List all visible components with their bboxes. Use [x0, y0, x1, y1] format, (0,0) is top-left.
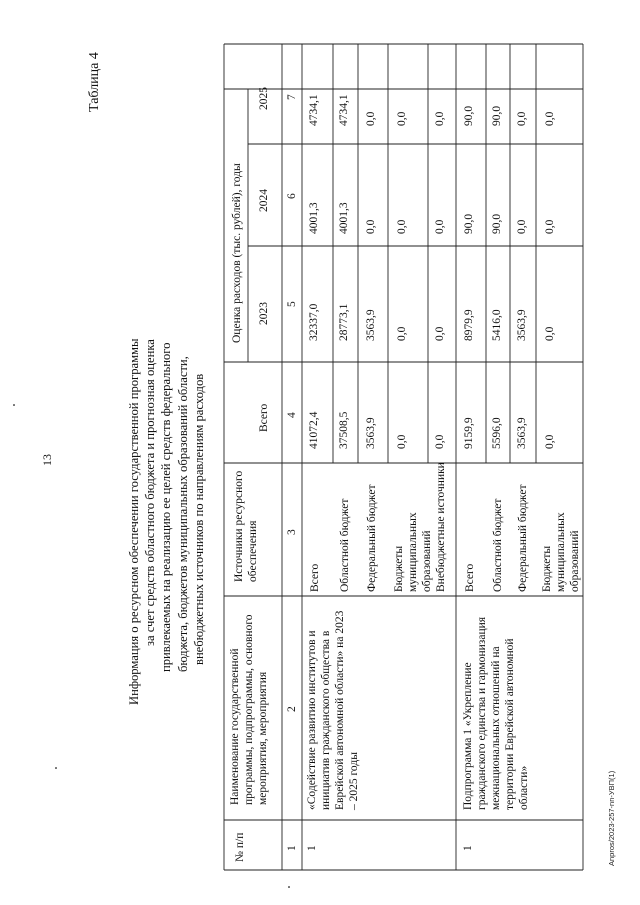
value-2024: 4001,3: [308, 202, 320, 234]
title-line: Информация о ресурсном обеспечении государственной программы: [127, 338, 141, 705]
source-label: Внебюджетные источники: [435, 462, 447, 592]
header-name: Наименование государственной программы, подпрограммы, основного мероприятия, мероприятия: [229, 614, 269, 805]
row-number: 1: [462, 845, 474, 851]
title-line: за счет средств областного бюджета и прогнозная оценка: [143, 339, 157, 646]
header-2024: 2024: [258, 189, 270, 212]
scan-speck: [55, 767, 57, 769]
value-total: 41072,4: [308, 411, 320, 449]
value-2025: 4734,1: [308, 94, 320, 126]
value-total: 0,0: [396, 434, 408, 449]
source-label: Бюджеты муниципальных образований: [541, 512, 581, 592]
source-label: Всего: [464, 563, 476, 592]
value-2024: 0,0: [365, 219, 377, 234]
value-2025: 90,0: [463, 105, 475, 126]
value-2024: 0,0: [544, 219, 556, 234]
header-2023: 2023: [258, 302, 270, 325]
source-label: Областной бюджет: [492, 498, 504, 592]
subprogram-name: Подпрограмма 1 «Укрепление гражданского единства и гармонизация межнациональных отношений на территории Еврейской автономной области»: [462, 616, 530, 810]
page-number: 13: [40, 454, 54, 466]
table-label: Таблица 4: [87, 52, 102, 112]
scan-speck: [288, 886, 290, 888]
value-2023: 3563,9: [516, 309, 528, 341]
header-total: Всего: [258, 403, 270, 432]
value-total: 3563,9: [516, 417, 528, 449]
col-index: 1: [286, 845, 298, 851]
col-index: 6: [286, 193, 298, 199]
col-index: 3: [286, 529, 298, 535]
value-2023: 3563,9: [365, 309, 377, 341]
value-total: 37508,5: [338, 411, 350, 449]
header-number: № п/п: [234, 832, 246, 862]
source-label: Областной бюджет: [339, 498, 351, 592]
col-index: 5: [286, 301, 298, 307]
program-name: «Содействие развитию институтов и инициатив гражданского общества в Еврейской автономной области» на 2023 – 2025 годы: [306, 610, 360, 810]
value-2025: 90,0: [491, 105, 503, 126]
title-line: бюджета, бюджетов муниципальных образований области,: [176, 356, 190, 672]
header-sources: Источники ресурсного обеспечения: [233, 470, 259, 582]
value-2024: 4001,3: [338, 202, 350, 234]
value-2023: 28773,1: [338, 303, 350, 341]
value-2023: 0,0: [544, 326, 556, 341]
col-index: 2: [286, 706, 298, 712]
source-label: Всего: [309, 563, 321, 592]
value-2025: 0,0: [544, 111, 556, 126]
source-label: Федеральный бюджет: [517, 484, 529, 592]
value-total: 9159,9: [463, 417, 475, 449]
col-index: 7: [286, 94, 298, 100]
document-code: Anpros/2023-257-nn-УВП(1): [607, 770, 616, 866]
source-label: Бюджеты муниципальных образований: [393, 512, 433, 592]
value-2023: 8979,9: [463, 309, 475, 341]
header-2025: 2025: [258, 87, 270, 110]
value-total: 0,0: [544, 434, 556, 449]
value-total: 5596,0: [491, 417, 503, 449]
value-2024: 0,0: [516, 219, 528, 234]
value-2025: 4734,1: [338, 94, 350, 126]
title-line: внебюджетных источников по направлениям расходов: [192, 373, 206, 665]
value-total: 3563,9: [365, 417, 377, 449]
value-2023: 32337,0: [308, 303, 320, 341]
col-index: 4: [286, 412, 298, 418]
value-total: 0,0: [434, 434, 446, 449]
title-line: привлекаемых на реализацию ее целей средств федерального: [159, 342, 173, 672]
value-2024: 0,0: [396, 219, 408, 234]
value-2025: 0,0: [434, 111, 446, 126]
row-number: 1: [306, 845, 318, 851]
value-2023: 5416,0: [491, 309, 503, 341]
value-2025: 0,0: [516, 111, 528, 126]
source-label: Федеральный бюджет: [366, 484, 378, 592]
header-estimate: Оценка расходов (тыс. рублей), годы: [231, 163, 243, 343]
value-2024: 90,0: [463, 213, 475, 234]
value-2025: 0,0: [396, 111, 408, 126]
value-2023: 0,0: [434, 326, 446, 341]
value-2023: 0,0: [396, 326, 408, 341]
value-2024: 90,0: [491, 213, 503, 234]
scan-speck: [13, 404, 15, 406]
value-2025: 0,0: [365, 111, 377, 126]
value-2024: 0,0: [434, 219, 446, 234]
